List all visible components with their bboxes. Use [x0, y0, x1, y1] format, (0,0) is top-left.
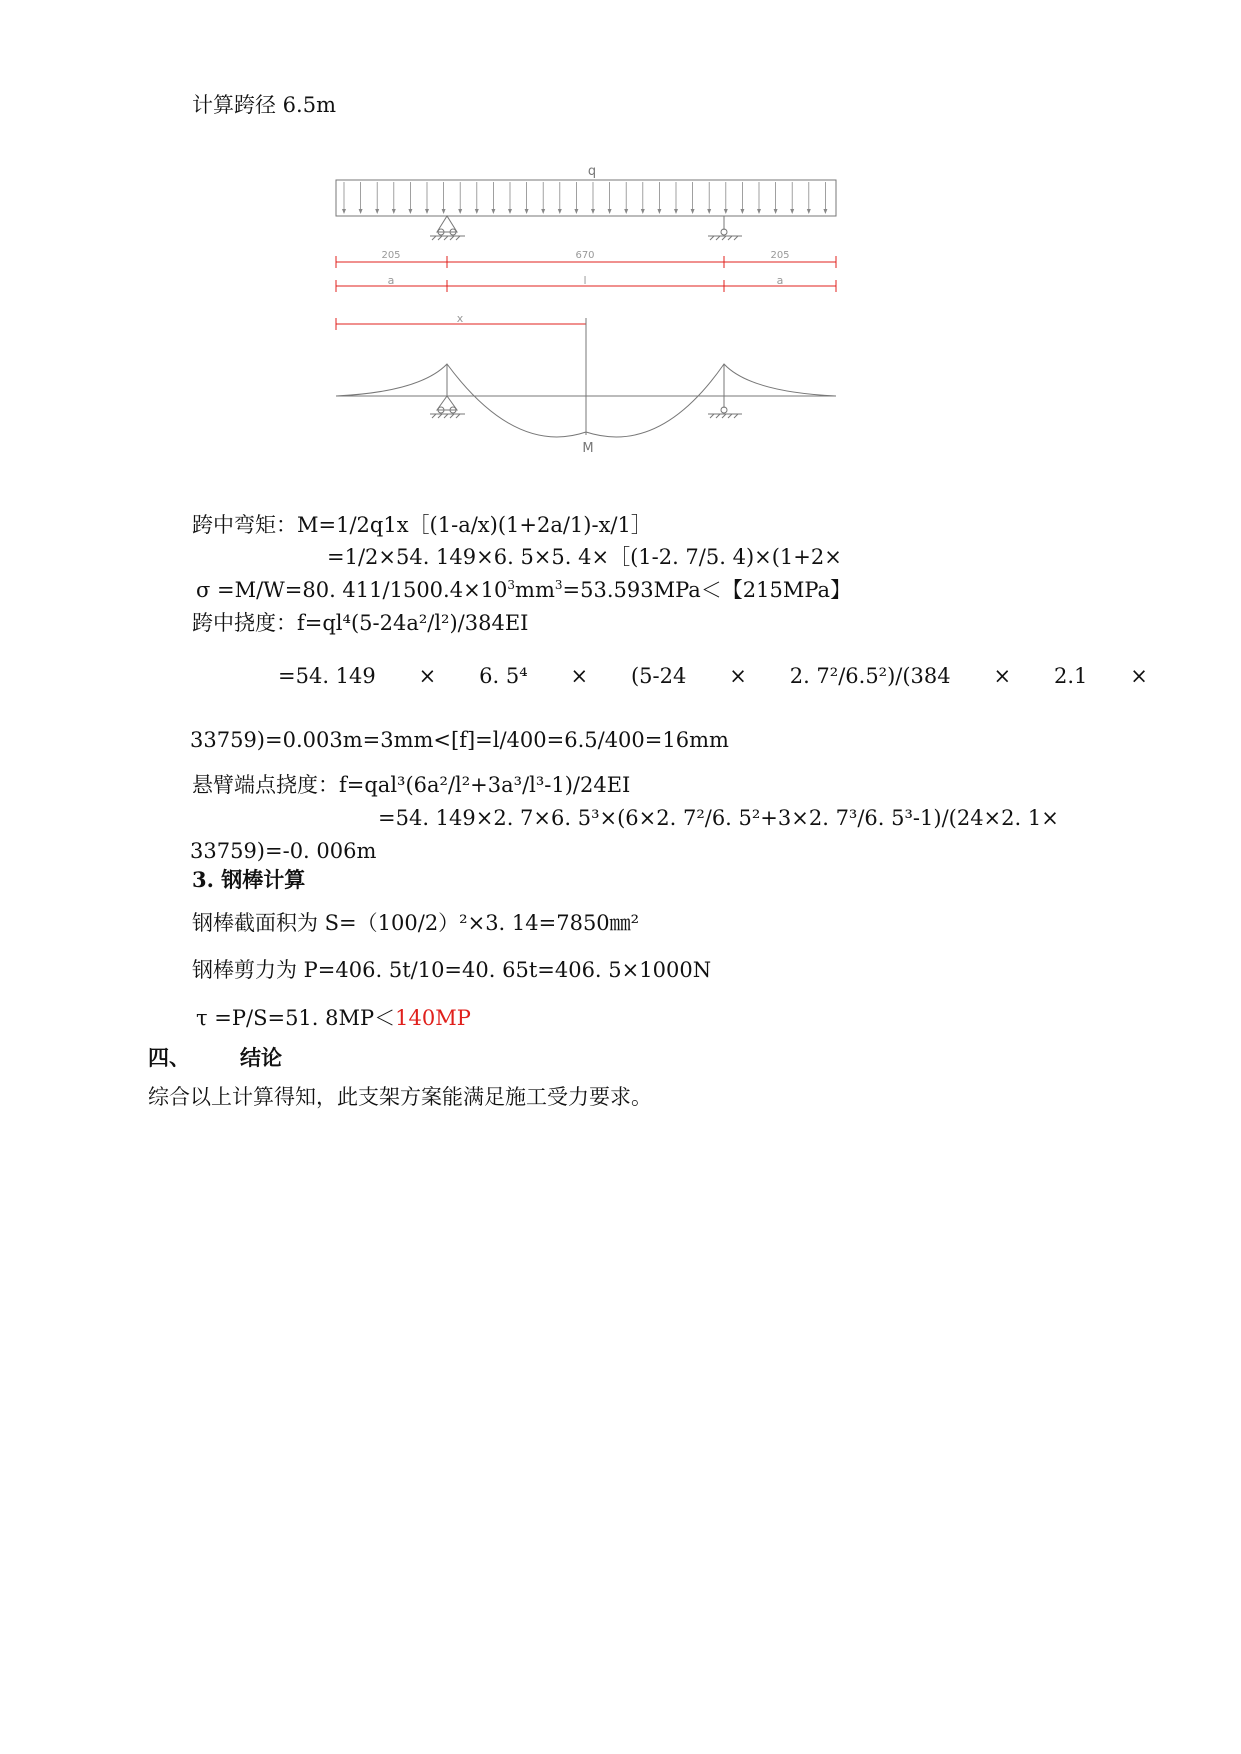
conclusion-heading-num: 四、	[148, 1045, 190, 1070]
dim-label-a-left: a	[387, 274, 395, 287]
right-support-bottom	[708, 396, 742, 418]
stress-pre: σ =M/W=80. 411/1500.4×10	[196, 578, 508, 602]
right-support-top	[708, 216, 742, 240]
midspan-moment-calc: =1/2×54. 149×6. 5×5. 4×［(1-2. 7/5. 4)×(1+2×	[327, 545, 842, 569]
shear-stress-limit: 140MP	[395, 1006, 471, 1030]
cantilever-deflection-label: 悬臂端点挠度：	[192, 773, 339, 797]
calc-part: ×	[993, 664, 1012, 688]
stress-line	[196, 577, 851, 603]
calc-part: 6. 5⁴	[479, 664, 528, 688]
dim-label-670: 670	[575, 250, 595, 261]
steel-bar-area: 钢棒截面积为 S=（100/2）²×3. 14=7850㎜²	[192, 911, 640, 935]
calc-part: ×	[729, 664, 747, 688]
span-length-line: 计算跨径 6.5m	[192, 93, 336, 117]
midspan-deflection-calc	[278, 663, 1148, 689]
dimension-x	[336, 312, 586, 330]
calc-part: =54. 149	[278, 664, 376, 688]
dimension-line-top	[336, 250, 836, 268]
midspan-deflection-line	[192, 610, 528, 636]
load-label: q	[587, 164, 597, 179]
conclusion-heading	[148, 1045, 282, 1071]
midspan-moment-line	[192, 512, 652, 538]
cantilever-deflection-result: 33759)=-0. 006m	[190, 839, 377, 863]
conclusion-text: 综合以上计算得知，此支架方案能满足施工受力要求。	[148, 1085, 652, 1109]
moment-label: M	[582, 441, 594, 456]
calc-part: ×	[418, 664, 437, 688]
cantilever-deflection-line	[192, 772, 630, 798]
midspan-moment-formula: M=1/2q1x［(1-a/x)(1+2a/1)-x/1］	[297, 513, 652, 537]
cantilever-deflection-formula: f=qal³(6a²/l²+3a³/l³-1)/24EI	[339, 773, 631, 797]
stress-unit: mm	[515, 578, 555, 602]
conclusion-heading-text: 结论	[240, 1045, 282, 1070]
load-arrows	[342, 182, 827, 214]
dim-label-205-left: 205	[381, 250, 401, 261]
dim-label-205-right: 205	[770, 250, 790, 261]
calc-part: ×	[570, 664, 589, 688]
left-support-top	[430, 216, 465, 240]
calc-part: (5-24	[630, 664, 687, 688]
midspan-moment-label: 跨中弯矩：	[192, 513, 297, 537]
cantilever-deflection-calc: =54. 149×2. 7×6. 5³×(6×2. 7²/6. 5²+3×2. 7³/6. 5³-1)/(24×2. 1×	[378, 806, 1059, 830]
stress-exp2: 3	[554, 578, 563, 592]
midspan-deflection-result: 33759)=0.003m=3mm<[f]=l/400=6.5/400=16mm	[190, 728, 729, 752]
section-3-heading: 3. 钢棒计算	[192, 867, 306, 892]
calc-part: 2. 7²/6.5²)/(384	[789, 664, 951, 688]
moment-diagram	[336, 318, 836, 456]
left-support-bottom	[430, 396, 465, 418]
shear-stress-value: τ =P/S=51. 8MP＜	[196, 1006, 396, 1030]
midspan-deflection-label: 跨中挠度：	[192, 611, 297, 635]
steel-bar-shear: 钢棒剪力为 P=406. 5t/10=40. 65t=406. 5×1000N	[192, 958, 712, 982]
midspan-deflection-formula: f=ql⁴(5-24a²/l²)/384EI	[297, 611, 529, 635]
shear-stress-line	[196, 1005, 471, 1031]
calc-part: ×	[1130, 664, 1148, 688]
dim-label-x: x	[456, 312, 464, 325]
dim-label-a-right: a	[776, 274, 784, 287]
dim-label-l: l	[583, 274, 587, 287]
calc-part: 2.1	[1054, 664, 1088, 688]
dimension-line-symbols	[336, 274, 836, 292]
stress-exp: 3	[507, 578, 516, 592]
beam-load-moment-diagram	[330, 160, 850, 460]
stress-result: =53.593MPa＜【215MPa】	[562, 578, 852, 602]
